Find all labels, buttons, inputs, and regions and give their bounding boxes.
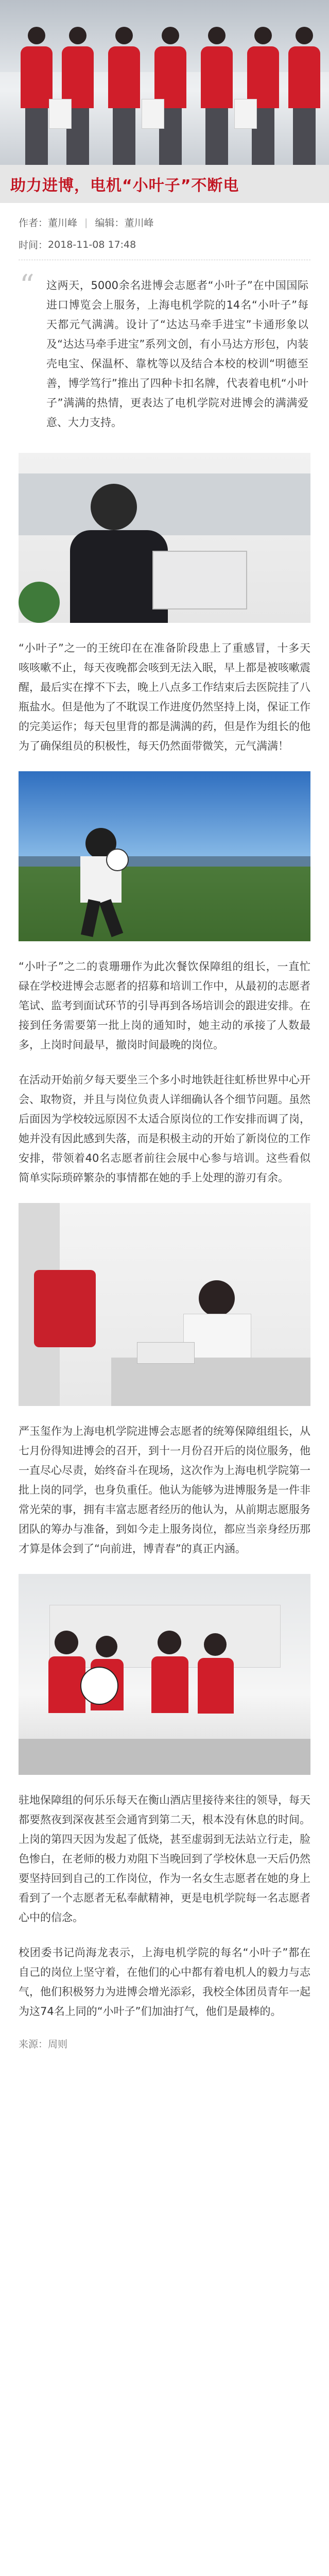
paragraph-block	[0, 623, 329, 756]
author-name: 董川峰	[48, 217, 78, 229]
hero-person	[288, 27, 320, 165]
article-meta	[0, 203, 329, 251]
hero-person	[108, 27, 140, 165]
intro-paragraph: 这两天，5000余名进博会志愿者“小叶子”在中国国际进口博览会上服务，上海电机学院的14名“小叶子”每天都元气满满。设计了“达达马牵手进宝”卡通形象以及“达达马牵手进宝”系列文创，有小马达方形包，内装壳电宝、保温杯、靠枕等以及结合本校的校训“明德至善，博学笃行”推出了四种卡扣名牌，代表着电机“小叶子”满满的热情，更表达了电机学院对进博会的满满爱意、大力支持。	[46, 279, 308, 429]
paragraph-block	[0, 1775, 329, 1927]
paragraph-block	[0, 1406, 329, 1558]
body-paragraph: 驻地保障组的何乐乐每天在衡山酒店里接待来往的领导，每天都要熬夜到深夜甚至会通宵到第二天，根本没有休息的时间。上岗的第四天因为发起了低烧，甚至虚弱到无法站立行走，脸色惨白，在老师的极力劝阻下当晚回到了学校休息一天后仍然要坚持回到自己的工作岗位，作为一名女生志愿者在她的身上看到了一个志愿者无私奉献精神，更是电机学院每一名志愿者心中的信念。	[19, 1794, 310, 1924]
photo-volunteers-with-mascot	[19, 1574, 310, 1775]
source-name: 周则	[48, 2039, 68, 2050]
hero-photo	[0, 0, 329, 165]
hero-person	[247, 27, 279, 165]
article-source	[0, 2021, 329, 2071]
hero-person	[154, 27, 186, 165]
paragraph-block	[0, 941, 329, 1055]
intro-section	[0, 260, 329, 437]
editor-name: 董川峰	[124, 217, 154, 229]
hero-person	[201, 27, 233, 165]
source-label: 来源：	[19, 2039, 48, 2050]
publish-time: 2018-11-08 17:48	[48, 239, 136, 250]
photo-volunteer-on-field	[19, 771, 310, 941]
body-paragraph: 校团委书记尚海龙表示，上海电机学院的每名“小叶子”都在自己的岗位上坚守着，在他们的心中都有着电机人的毅力与志气，他们积极努力为进博会增光添彩，我校全体团员青年一起为这74名上同的“小叶子”们加油打气，他们是最棒的。	[19, 1946, 310, 2018]
body-paragraph: 在活动开始前夕每天要坐三个多小时地铁赶往虹桥世界中心开会、取物资，并且与岗位负责人详细确认各个细节问题。虽然后面因为学校较远原因不太适合原岗位的工作安排而调了岗，她并没有因此感到失落，而是积极主动的开始了新岗位的工作安排，带领着40名志愿者前往会展中心参与培训。这些看似简单实际琐碎繁杂的事情都在她的手上处理的游刃有余。	[19, 1074, 310, 1184]
hero-bag	[142, 99, 164, 129]
quote-mark-icon: “	[20, 269, 34, 302]
body-paragraph: 严玉玺作为上海电机学院进博会志愿者的统筹保障组组长，从七月份得知进博会的召开，到十一月份召开后的岗位服务，他一直尽心尽责，始终奋斗在现场，这次作为上海电机学院第一批上岗的同学，也身负重任。他认为能够为进博服务是一件非常光荣的事，拥有丰富志愿者经历的他认为，从前期志愿服务团队的筹办与准备，到如今走上服务岗位，都应当亲身经历那才算是体会到了“向前进，博青春”的真正内涵。	[19, 1425, 310, 1555]
hero-person	[62, 27, 94, 165]
paragraph-block	[0, 1055, 329, 1188]
editor-label: 编辑：	[95, 217, 125, 229]
author-label: 作者：	[19, 217, 48, 229]
time-label: 时间：	[19, 240, 48, 251]
hero-person	[21, 27, 53, 165]
photo-volunteer-at-laptop	[19, 453, 310, 623]
body-paragraph: “小叶子”之一的王统印在在准备阶段患上了重感冒，十多天咳咳嗽不止，每天夜晚都会咳到无法入眠，早上都是被咳嗽震醒，最后实在撑不下去，晚上八点多工作结束后去医院挂了八瓶盐水。但是他为了不耽误工作进度仍然坚持上岗，保证工作的完美运作；每天包里背的都是满满的药，但是作为组长的他为了确保组员的积极性，每天仍然面带微笑，元气满满！	[19, 642, 310, 752]
page-title: 助力进博，电机“小叶子”不断电	[10, 177, 239, 195]
hero-bag	[234, 99, 257, 129]
body-paragraph: “小叶子”之二的袁珊珊作为此次餐饮保障组的组长，一直忙碌在学校进博会志愿者的招募和培训工作中，从最初的志愿者笔试、监考到面试环节的引导再到各场培训会的跟进安排。在接到任务需要第一批上岗的通知时，她主动的承接了人数最多，上岗时间最早，撤岗时间最晚的岗位。	[19, 960, 310, 1051]
hero-bag	[49, 99, 72, 129]
paragraph-block	[0, 1927, 329, 2021]
title-bar	[0, 165, 329, 203]
photo-volunteer-at-desk	[19, 1203, 310, 1406]
meta-separator: |	[84, 216, 88, 228]
